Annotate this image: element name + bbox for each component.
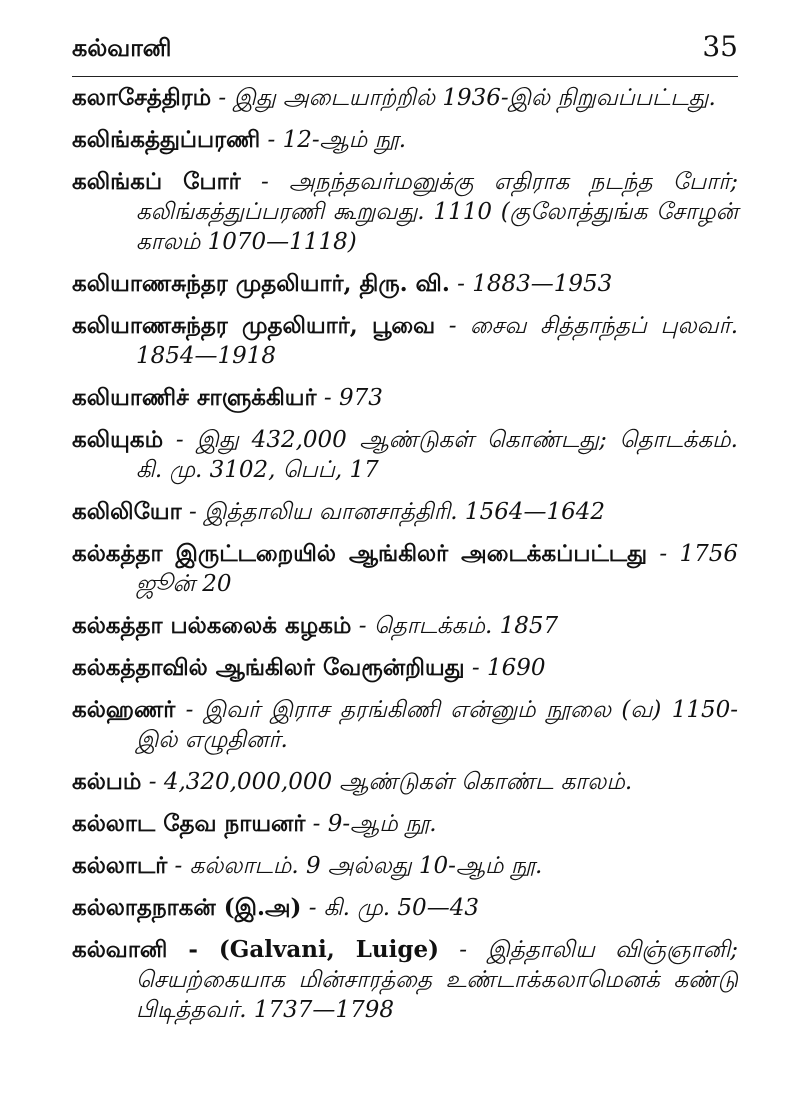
entry-head: கலியாணசுந்தர முதலியார், திரு. வி. — [72, 270, 450, 297]
entry — [72, 311, 738, 371]
entry-head: கல்கத்தா பல்கலைக் கழகம் — [72, 612, 352, 639]
entry-text: - அநந்தவர்மனுக்கு எதிராக நடந்த போர்; கலிங்கத்துப்பரணி கூறுவது. 1110 (குலோத்துங்க சோழன் காலம் 1070—1118) — [136, 169, 738, 255]
entry-text: - இது அடையாற்றில் 1936-இல் நிறுவப்பட்டது. — [211, 85, 716, 111]
entry-head: கலியாணசுந்தர முதலியார், பூவை — [72, 312, 436, 339]
entry-text: - 9-ஆம் நூ. — [305, 811, 437, 837]
entry-head: கல்வானி - (Galvani, Luige) — [72, 936, 439, 963]
entry-head: கல்லாட தேவ நாயனர் — [72, 810, 306, 837]
entry-head: கல்ஹணர் — [72, 696, 176, 723]
entry — [72, 695, 738, 755]
entry-head: கல்பம் — [72, 768, 142, 795]
entry-list — [72, 83, 738, 1025]
entry-head: கலாசேத்திரம் — [72, 84, 212, 111]
entry-text: - கல்லாடம். 9 அல்லது 10-ஆம் நூ. — [167, 853, 543, 879]
entry — [72, 425, 738, 485]
header-rule — [72, 76, 738, 77]
entry-text: - 973 — [316, 385, 383, 411]
running-head: கல்வானி — [72, 33, 172, 62]
entry — [72, 893, 738, 923]
entry-head: கலியாணிச் சாளுக்கியர் — [72, 384, 317, 411]
entry-text: - 1756 ஜூன் 20 — [136, 541, 738, 597]
entry — [72, 767, 738, 797]
entry — [72, 851, 738, 881]
entry-text: - இது 432,000 ஆண்டுகள் கொண்டது; தொடக்கம். கி. மு. 3102, பெப், 17 — [136, 427, 738, 483]
page-header — [72, 30, 738, 72]
entry-text: - இவர் இராச தரங்கிணி என்னும் நூலை (வ) 1150-இல் எழுதினர். — [136, 697, 738, 753]
entry-text: - சைவ சித்தாந்தப் புலவர். 1854—1918 — [136, 313, 738, 369]
entry-head: கலிங்கத்துப்பரணி — [72, 126, 261, 153]
entry — [72, 83, 738, 113]
entry — [72, 167, 738, 257]
entry — [72, 539, 738, 599]
entry-text: - தொடக்கம். 1857 — [351, 613, 559, 639]
entry-head: கலியுகம் — [72, 426, 164, 453]
entry — [72, 653, 738, 683]
entry — [72, 935, 738, 1025]
entry — [72, 611, 738, 641]
page-number: 35 — [702, 30, 738, 63]
entry-text: - இத்தாலிய வானசாத்திரி. 1564—1642 — [181, 499, 605, 525]
entry-text: - கி. மு. 50—43 — [301, 895, 479, 921]
entry-text: - 12-ஆம் நூ. — [260, 127, 407, 153]
entry-text: - இத்தாலிய விஞ்ஞானி; செயற்கையாக மின்சாரத்தை உண்டாக்கலாமெனக் கண்டு பிடித்தவர். 1737—1798 — [136, 937, 738, 1023]
entry-text: - 4,320,000,000 ஆண்டுகள் கொண்ட காலம். — [141, 769, 633, 795]
entry-head: கலிங்கப் போர் — [72, 168, 241, 195]
entry — [72, 383, 738, 413]
entry-text: - 1690 — [464, 655, 546, 681]
entry — [72, 125, 738, 155]
entry-head: கல்லாடர் — [72, 852, 168, 879]
entry-head: கலிலியோ — [72, 498, 182, 525]
entry — [72, 269, 738, 299]
entry-head: கல்லாதநாகன் (இ.அ) — [72, 894, 302, 921]
entry-head: கல்கத்தா இருட்டறையில் ஆங்கிலர் அடைக்கப்பட்டது — [72, 540, 648, 567]
entry — [72, 809, 738, 839]
entry-head: கல்கத்தாவில் ஆங்கிலர் வேரூன்றியது — [72, 654, 465, 681]
entry-text: - 1883—1953 — [449, 271, 613, 297]
entry — [72, 497, 738, 527]
